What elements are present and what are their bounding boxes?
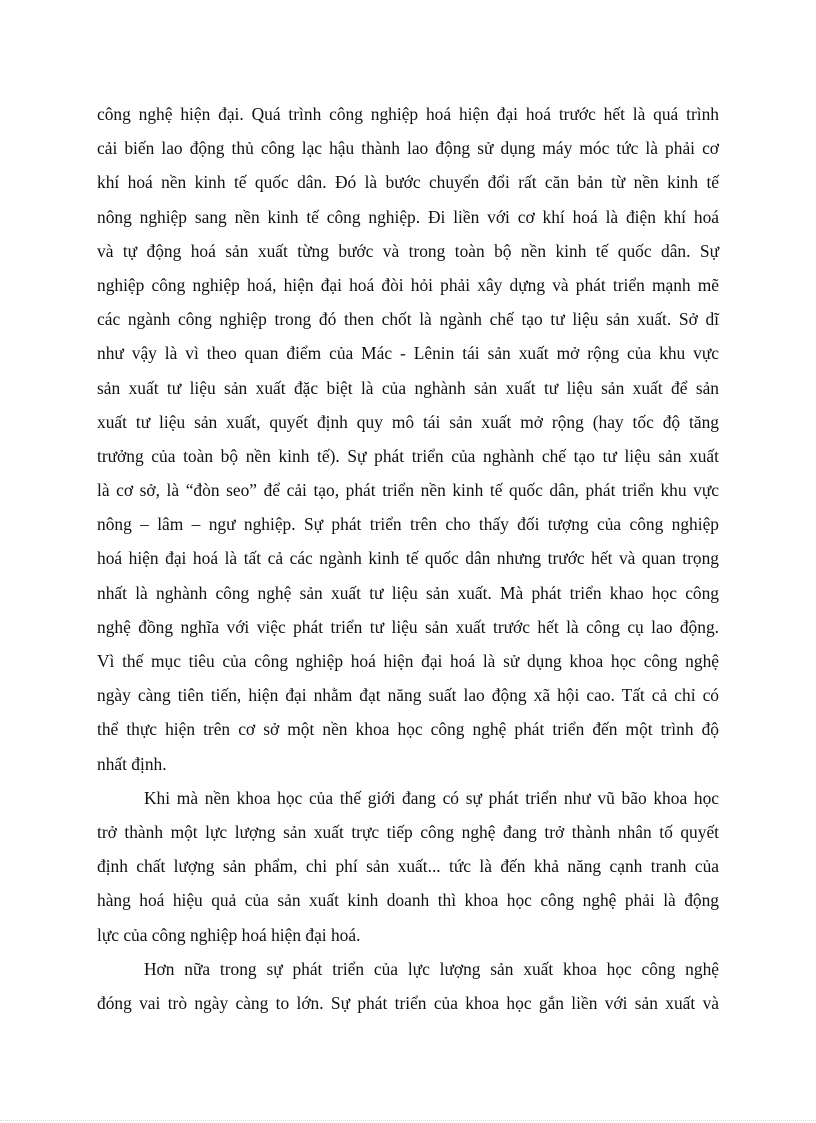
text-line: Khi mà nền khoa học của thế giới đang có sự phát triển như vũ bão khoa học (144, 787, 719, 808)
text-line: cải biến lao động thủ công lạc hậu thành lao động sử dụng máy móc tức là phải cơ (97, 138, 719, 159)
text-line: ngày càng tiên tiến, hiện đại nhằm đạt năng suất lao động xã hội cao. Tất cả chỉ có (97, 685, 719, 706)
text-line: định chất lượng sản phẩm, chi phí sản xuất... tức là đến khả năng cạnh tranh của (97, 856, 719, 877)
document-body (97, 97, 719, 1020)
text-line: Vì thế mục tiêu của công nghiệp hoá hiện đại hoá là sử dụng khoa học công nghệ (97, 651, 719, 671)
text-line: trưởng của toàn bộ nền kinh tế). Sự phát triển của nghành chế tạo tư liệu sản xuất (97, 445, 719, 466)
text-line: sản xuất tư liệu sản xuất đặc biệt là của nghành sản xuất tư liệu sản xuất để sản (97, 377, 719, 398)
text-line: Hơn nữa trong sự phát triển của lực lượng sản xuất khoa học công nghệ (144, 958, 719, 979)
text-line: nông – lâm – ngư nghiệp. Sự phát triển trên cho thấy đối tượng của công nghiệp (97, 514, 719, 535)
text-line: công nghệ hiện đại. Quá trình công nghiệp hoá hiện đại hoá trước hết là quá trình (97, 104, 719, 124)
text-line: là cơ sở, là “đòn seo” để cải tạo, phát triển nền kinh tế quốc dân, phát triển khu vực (97, 480, 719, 501)
text-line: xuất tư liệu sản xuất, quyết định quy mô tái sản xuất mở rộng (hay tốc độ tăng (97, 411, 719, 432)
text-line: nghệ đồng nghĩa với việc phát triển tư liệu sản xuất trước hết là công cụ lao động. (97, 616, 719, 637)
text-line: đóng vai trò ngày càng to lớn. Sự phát triển của khoa học gắn liền với sản xuất và (97, 992, 719, 1013)
text-line: nghiệp công nghiệp hoá, hiện đại hoá đòi hỏi phải xây dựng và phát triển mạnh mẽ (97, 274, 719, 295)
paragraph-3 (97, 952, 719, 1020)
text-line: hoá hiện đại hoá là tất cả các ngành kinh tế quốc dân nhưng trước hết và quan trọng (97, 548, 719, 569)
text-line: và tự động hoá sản xuất từng bước và trong toàn bộ nền kinh tế quốc dân. Sự (97, 240, 719, 261)
page-bottom-rule (0, 1120, 816, 1121)
text-line: khí hoá nền kinh tế quốc dân. Đó là bước chuyển đổi rất căn bản từ nền kinh tế (97, 172, 719, 193)
text-line: nhất định. (97, 753, 167, 774)
text-line: trở thành một lực lượng sản xuất trực tiếp công nghệ đang trở thành nhân tố quyết (97, 821, 719, 842)
paragraph-1 (97, 97, 719, 781)
text-line: nông nghiệp sang nền kinh tế công nghiệp. Đi liền với cơ khí hoá là điện khí hoá (97, 206, 719, 227)
text-line: thể thực hiện trên cơ sở một nền khoa học công nghệ phát triển đến một trình độ (97, 719, 719, 740)
text-line: như vậy là vì theo quan điểm của Mác - Lênin tái sản xuất mở rộng của khu vực (97, 343, 719, 364)
text-line: nhất là nghành công nghệ sản xuất tư liệu sản xuất. Mà phát triển khao học công (97, 582, 719, 603)
paragraph-2 (97, 781, 719, 952)
text-line: các ngành công nghiệp trong đó then chốt là ngành chế tạo tư liệu sản xuất. Sở dĩ (97, 309, 719, 330)
text-line: hàng hoá hiệu quả của sản xuất kinh doanh thì khoa học công nghệ phải là động (97, 890, 719, 911)
text-line: lực của công nghiệp hoá hiện đại hoá. (97, 924, 361, 945)
